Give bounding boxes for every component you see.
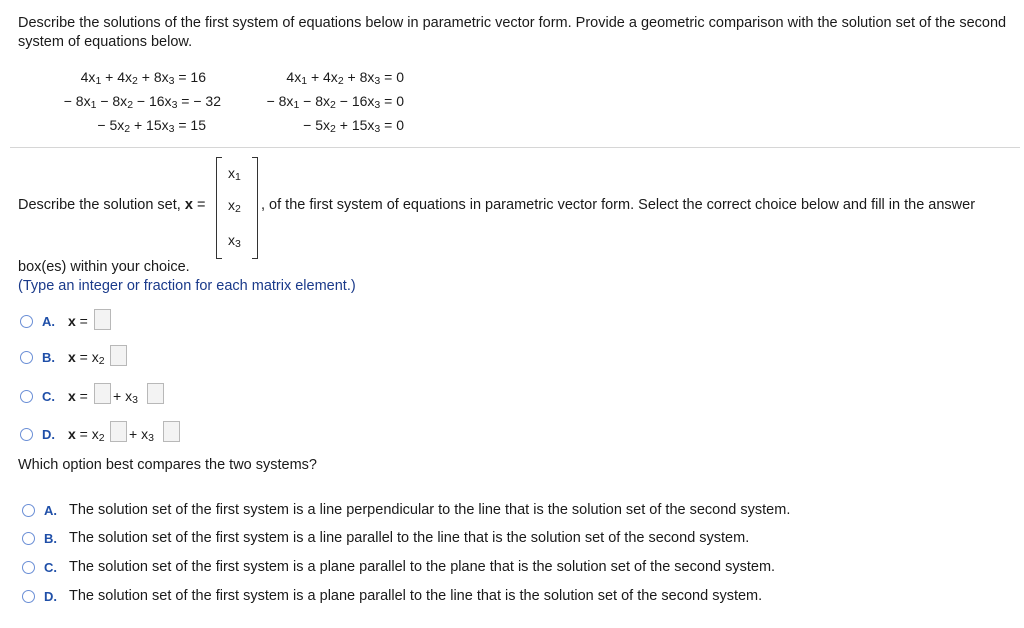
choice2-a-letter: A. [44, 503, 57, 518]
choice1-a-letter: A. [42, 314, 55, 329]
choice2-d-radio[interactable] [22, 590, 35, 603]
right-bracket [252, 157, 258, 259]
choice2-c-text[interactable]: The solution set of the first system is a plane parallel to the plane that is the solution set of the second system. [69, 559, 776, 575]
choice1-c-answer-box-1[interactable] [94, 383, 111, 404]
choice1-d-letter: D. [42, 427, 55, 442]
choice1-b-equation: $x = x_2$ [68, 349, 105, 367]
system1-eq2: − $8x_1 - 8x_2 - 16x_3$ = − 32 [63, 93, 221, 111]
choice2-d-text[interactable]: The solution set of the first system is a plane parallel to the line that is the solution set of the second system. [69, 588, 763, 604]
choice2-b-letter: B. [44, 531, 57, 546]
choice1-a-answer-box[interactable] [94, 309, 111, 330]
choice1-d-answer-box-1[interactable] [110, 421, 127, 442]
choice2-d-letter: D. [44, 589, 57, 604]
choice1-b-letter: B. [42, 350, 55, 365]
choice1-a-radio[interactable] [20, 315, 33, 328]
choice1-d-equation-lead: $x = x_2$ [68, 426, 105, 444]
left-bracket [216, 157, 222, 259]
question1-lead: Describe the solution set, x = [18, 197, 206, 213]
choice1-c-answer-box-2[interactable] [147, 383, 164, 404]
vector-x1: $x_1$ [228, 165, 241, 183]
choice1-c-term: + $x_3$ [113, 388, 138, 406]
choice2-b-radio[interactable] [22, 532, 35, 545]
answer-format-hint: (Type an integer or fraction for each matrix element.) [18, 278, 356, 294]
choice1-d-radio[interactable] [20, 428, 33, 441]
vector-x3: $x_3$ [228, 232, 241, 250]
system2-eq1: $4x_1 + 4x_2 + 8x_3 = 0$ [286, 69, 404, 87]
divider [10, 147, 1020, 148]
system1-eq1: $4x_1 + 4x_2 + 8x_3 = 16$ [80, 69, 206, 87]
choice1-d-term: + $x_3$ [129, 426, 154, 444]
choice2-a-text[interactable]: The solution set of the first system is a line perpendicular to the line that is the solution set of the second system. [69, 502, 791, 518]
choice1-c-radio[interactable] [20, 390, 33, 403]
question1-tail: , of the first system of equations in parametric vector form. Select the correct choice below and fill in the answer [261, 197, 976, 213]
solution-vector [216, 157, 258, 257]
choice2-b-text[interactable]: The solution set of the first system is a line parallel to the line that is the solution set of the second system. [69, 530, 750, 546]
system1-eq3: − $5x_2 + 15x_3 = 15$ [97, 117, 206, 135]
choice2-c-letter: C. [44, 560, 57, 575]
choice1-c-letter: C. [42, 389, 55, 404]
choice2-a-radio[interactable] [22, 504, 35, 517]
choice1-b-radio[interactable] [20, 351, 33, 364]
system2-eq2: − $8x_1 - 8x_2 - 16x_3 = 0$ [266, 93, 404, 111]
problem-intro: Describe the solutions of the first system of equations below in parametric vector form. Provide a geometric comparison with the solution set of the second system of equations below. [18, 15, 1007, 50]
choice1-d-answer-box-2[interactable] [163, 421, 180, 442]
choice1-a-equation: x = [68, 313, 88, 329]
choice2-c-radio[interactable] [22, 561, 35, 574]
question2: Which option best compares the two systems? [18, 457, 317, 473]
choice1-c-equation-lead: x = [68, 388, 88, 404]
question1-continued: box(es) within your choice. [18, 259, 190, 275]
system2-eq3: − $5x_2 + 15x_3 = 0$ [303, 117, 404, 135]
choice1-b-answer-box[interactable] [110, 345, 127, 366]
vector-x2: $x_2$ [228, 197, 241, 215]
